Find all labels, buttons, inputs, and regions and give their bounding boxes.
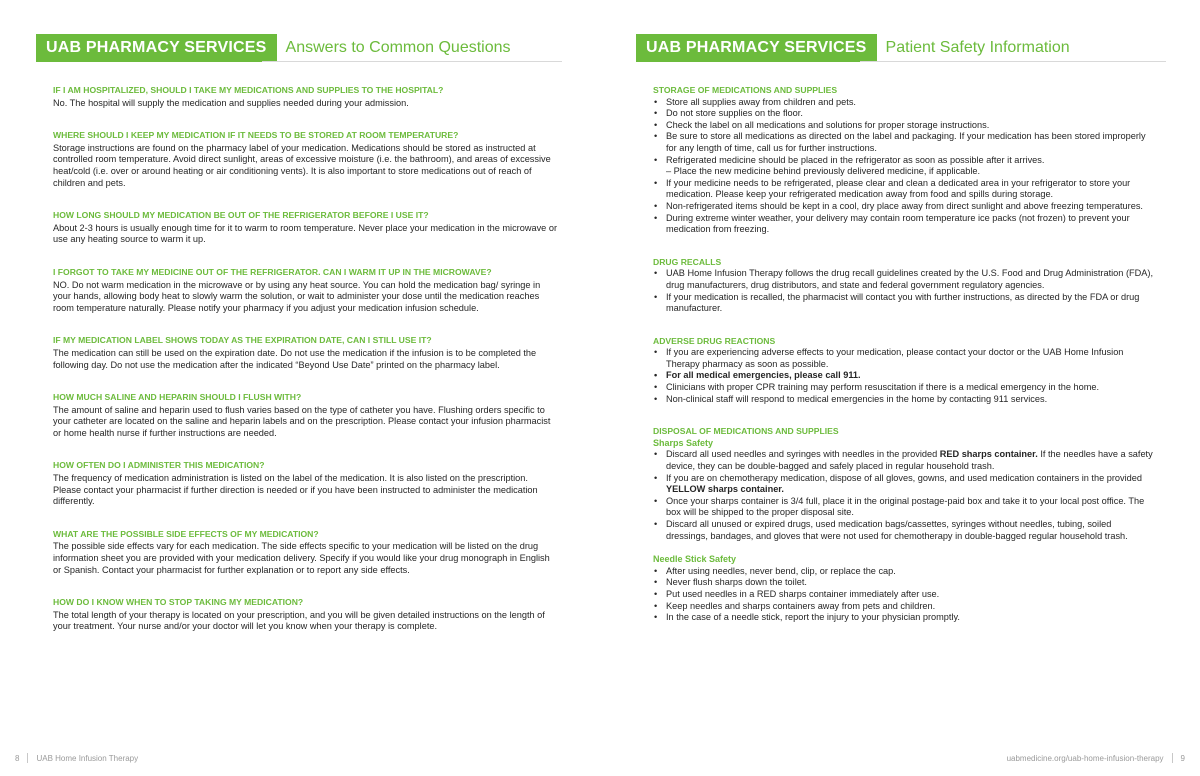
text-run: If the needles have a safety device, they can be double-bagged and safely placed in regular household trash. bbox=[666, 449, 1153, 472]
page-number: 8 bbox=[15, 753, 20, 763]
faq-item bbox=[53, 529, 558, 576]
footer-text: UAB Home Infusion Therapy bbox=[36, 753, 139, 763]
list-item: • Store all supplies away from children and pets. bbox=[653, 97, 1153, 109]
brand-badge: UAB PHARMACY SERVICES bbox=[636, 34, 877, 62]
faq-item bbox=[53, 460, 558, 507]
list-item: • Clinicians with proper CPR training may perform resuscitation if there is a medical emergency in the home. bbox=[653, 382, 1153, 394]
faq-question: IF I AM HOSPITALIZED, SHOULD I TAKE MY MEDICATIONS AND SUPPLIES TO THE HOSPITAL? bbox=[53, 85, 444, 95]
list-item: • Do not store supplies on the floor. bbox=[653, 108, 1153, 120]
list-item: • Non-clinical staff will respond to medical emergencies in the home by contacting 911 services. bbox=[653, 394, 1153, 406]
faq-answer: NO. Do not warm medication in the microwave or by using any heat source. You can hold the medication bag/ syringe in your hands, allowing body heat to slowly warm the solution, or wait to administer your dose until the medication reaches room temperature naturally. Please notify your pharmacy if you adjust your medication infusion schedule. bbox=[53, 279, 541, 313]
text-run: Discard all used needles and syringes with needles in the provided bbox=[666, 449, 940, 460]
list-item-note: – Place the new medicine behind previously delivered medicine, if applicable. bbox=[666, 166, 981, 177]
list-item: • If your medicine needs to be refrigerated, please clear and clean a dedicated area in your refrigerator to store your medication. Please keep your refrigerated medication away from food and spills during storage. bbox=[653, 178, 1153, 201]
header-rule bbox=[860, 61, 1166, 62]
faq-question: IF MY MEDICATION LABEL SHOWS TODAY AS THE EXPIRATION DATE, CAN I STILL USE IT? bbox=[53, 335, 432, 346]
right-header bbox=[636, 34, 1070, 62]
header-rule bbox=[262, 61, 562, 62]
faq-item bbox=[53, 210, 558, 246]
faq-question: I FORGOT TO TAKE MY MEDICINE OUT OF THE REFRIGERATOR. CAN I WARM IT UP IN THE MICROWAVE? bbox=[53, 266, 492, 277]
list-item: • If your medication is recalled, the pharmacist will contact you with further instructions, as directed by the FDA or drug manufacturer. bbox=[653, 292, 1153, 315]
faq-answer: The total length of your therapy is located on your prescription, and you will be given detailed instructions on the length of your treatment. Your nurse and/or your doctor will let you know when your therapy is complete. bbox=[53, 609, 545, 632]
list-item: • Check the label on all medications and solutions for proper storage instructions. bbox=[653, 120, 1153, 132]
list-item: • If you are experiencing adverse effects to your medication, please contact your doctor or the UAB Home Infusion Therapy pharmacy as soon as possible. bbox=[653, 347, 1153, 370]
faq-question: HOW MUCH SALINE AND HEPARIN SHOULD I FLUSH WITH? bbox=[53, 392, 302, 403]
adverse-section bbox=[653, 336, 1153, 406]
faq-question: WHERE SHOULD I KEEP MY MEDICATION IF IT NEEDS TO BE STORED AT ROOM TEMPERATURE? bbox=[53, 130, 459, 141]
faq-answer: About 2-3 hours is usually enough time for it to warm to room temperature. Never place your medication in the microwave or use any heating source to warm it up. bbox=[53, 222, 558, 245]
page-title: Answers to Common Questions bbox=[285, 39, 511, 56]
list-item: • Discard all unused or expired drugs, used medication bags/cassettes, syringes without needles, tubing, soiled dressings, bandages, and gloves that were not used for chemotherapy in double-bagged regular household trash. bbox=[653, 519, 1153, 542]
footer-url: uabmedicine.org/uab-home-infusion-therapy bbox=[1006, 753, 1164, 763]
section-heading: ADVERSE DRUG REACTIONS bbox=[653, 335, 776, 346]
faq-answer: No. The hospital will supply the medication and supplies needed during your admission. bbox=[53, 97, 409, 108]
subsection-heading: Sharps Safety bbox=[653, 437, 714, 448]
section-heading: DISPOSAL OF MEDICATIONS AND SUPPLIES bbox=[653, 426, 839, 437]
list-item: • Be sure to store all medications as directed on the label and packaging. If your medication has been stored improperly for any length of time, call us for further instructions. bbox=[653, 131, 1153, 154]
recalls-list bbox=[653, 268, 1153, 314]
faq-answer: The possible side effects vary for each medication. The side effects specific to your medication will be listed on the drug information sheet you are provided with your medication delivery. Specify if you would like your drug monograph in English or Spanish. Contact your pharmacist for further explanation or to report any side effects. bbox=[53, 541, 550, 575]
adverse-list bbox=[653, 347, 1153, 405]
list-item bbox=[653, 155, 1153, 178]
page-title: Patient Safety Information bbox=[885, 39, 1070, 56]
recalls-section bbox=[653, 257, 1153, 315]
faq-answer: The medication can still be used on the expiration date. Do not use the medication if the infusion is to be completed the following day. Do not use the medication after the indicated “Beyond Use Date” printed on the pharmacy label. bbox=[53, 347, 537, 370]
list-item: • UAB Home Infusion Therapy follows the drug recall guidelines created by the U.S. Food and Drug Administration (FDA), drug manufacturers, drug distributors, and state and federal government regulatory agencies. bbox=[653, 268, 1153, 291]
section-heading: STORAGE OF MEDICATIONS AND SUPPLIES bbox=[653, 85, 838, 95]
list-item: • Put used needles in a RED sharps container immediately after use. bbox=[653, 589, 1153, 601]
storage-list bbox=[653, 97, 1153, 236]
list-item bbox=[653, 449, 1153, 472]
list-item: • During extreme winter weather, your delivery may contain room temperature ice packs (not frozen) to prevent your medication from freezing. bbox=[653, 213, 1153, 236]
footer-divider bbox=[27, 753, 28, 763]
faq-item bbox=[53, 130, 558, 189]
page-number: 9 bbox=[1180, 753, 1185, 763]
faq-question: HOW LONG SHOULD MY MEDICATION BE OUT OF THE REFRIGERATOR BEFORE I USE IT? bbox=[53, 210, 429, 221]
needle-list bbox=[653, 566, 1153, 624]
faq-item bbox=[53, 597, 558, 633]
storage-section bbox=[653, 85, 1153, 236]
brand-badge: UAB PHARMACY SERVICES bbox=[36, 34, 277, 62]
right-footer bbox=[1007, 753, 1185, 763]
list-item-text: Refrigerated medicine should be placed in the refrigerator as soon as possible after it arrives. bbox=[666, 154, 1045, 165]
list-item: • Keep needles and sharps containers away from pets and children. bbox=[653, 601, 1153, 613]
section-heading: DRUG RECALLS bbox=[653, 256, 722, 267]
list-item bbox=[653, 473, 1153, 496]
emphasis-text: RED sharps container. bbox=[939, 449, 1038, 460]
disposal-section bbox=[653, 426, 1153, 624]
list-item: • After using needles, never bend, clip, or replace the cap. bbox=[653, 566, 1153, 578]
left-header bbox=[36, 34, 511, 62]
list-item: • Never flush sharps down the toilet. bbox=[653, 577, 1153, 589]
list-item: • In the case of a needle stick, report the injury to your physician promptly. bbox=[653, 612, 1153, 624]
faq-question: HOW OFTEN DO I ADMINISTER THIS MEDICATION? bbox=[53, 460, 265, 471]
left-footer bbox=[15, 753, 138, 763]
list-item: • Once your sharps container is 3/4 full, place it in the original postage-paid box and take it to your local post office. The box will be shipped to the proper disposal site. bbox=[653, 496, 1153, 519]
faq-item bbox=[53, 335, 558, 371]
faq-item bbox=[53, 392, 558, 439]
faq-answer: The frequency of medication administration is listed on the label of the medication. It is also listed on the prescription. Please contact your pharmacist if further direction is needed or if you have been instructed to administer the medication differently. bbox=[53, 473, 538, 507]
faq-item bbox=[53, 267, 558, 314]
faq-answer: Storage instructions are found on the pharmacy label of your medication. Medications should be stored as instructed at controlled room temperature. Avoid direct sunlight, areas of excessive moisture (i.e. the bathroom), and areas of excessive heat/cold (i.e. over or around heating or air conditioning vents). It is also important to store medications out of reach of children and pets. bbox=[53, 142, 551, 188]
faq-item bbox=[53, 85, 558, 109]
sharps-list bbox=[653, 449, 1153, 542]
safety-info bbox=[653, 85, 1153, 645]
emphasis-text: YELLOW sharps container. bbox=[666, 484, 784, 495]
text-run: If you are on chemotherapy medication, dispose of all gloves, gowns, and used medication containers in the provided bbox=[666, 472, 1142, 483]
right-page bbox=[600, 0, 1200, 776]
faq-question: WHAT ARE THE POSSIBLE SIDE EFFECTS OF MY MEDICATION? bbox=[53, 528, 319, 539]
faq-question: HOW DO I KNOW WHEN TO STOP TAKING MY MEDICATION? bbox=[53, 597, 304, 608]
subsection-heading: Needle Stick Safety bbox=[653, 554, 737, 565]
faq-answer: The amount of saline and heparin used to flush varies based on the type of catheter you have. Flushing orders specific to your catheter are located on the saline and heparin labels and on the prescription. Please contact your infusion pharmacist or home health nurse if further instructions are needed. bbox=[53, 404, 551, 438]
list-item: • For all medical emergencies, please call 911. bbox=[653, 370, 1153, 382]
list-item: • Non-refrigerated items should be kept in a cool, dry place away from direct sunlight and above freezing temperatures. bbox=[653, 201, 1153, 213]
faq-list bbox=[53, 85, 558, 654]
footer-divider bbox=[1172, 753, 1173, 763]
